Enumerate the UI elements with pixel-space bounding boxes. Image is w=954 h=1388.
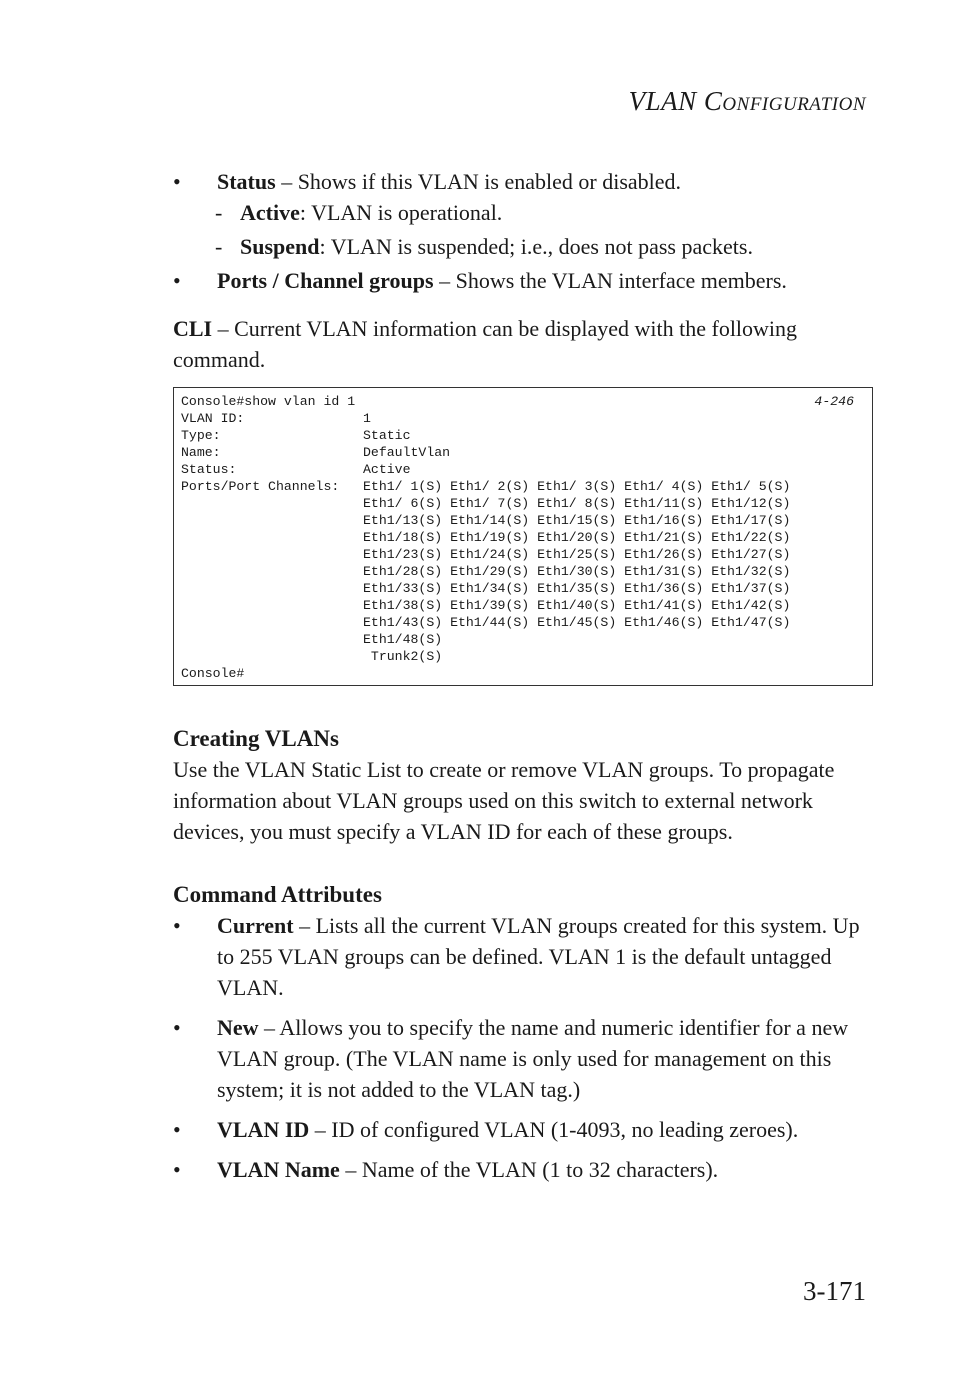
code-line: Name: DefaultVlan: [181, 445, 451, 460]
page-number: 3-171: [803, 1276, 866, 1306]
dash: -: [215, 200, 223, 225]
ports-item: [173, 265, 873, 296]
status-item: [173, 166, 873, 197]
bullet: •: [173, 1015, 181, 1040]
code-line: Eth1/48(S): [181, 632, 443, 647]
code-line: Eth1/43(S) Eth1/44(S) Eth1/45(S) Eth1/46(S) Eth1/47(S): [181, 615, 791, 630]
code-line: Console#show vlan id 1: [181, 394, 356, 409]
header-rest: ONFIGURATION: [722, 94, 866, 115]
code-line: Eth1/33(S) Eth1/34(S) Eth1/35(S) Eth1/36(S) Eth1/37(S): [181, 581, 791, 596]
desc: – Lists all the current VLAN groups created for this system. Up to 255 VLAN groups can be defined. VLAN 1 is the default untagged VLAN.: [217, 913, 860, 1000]
cli-desc: – Current VLAN information can be displayed with the following command.: [173, 316, 798, 372]
term: Active: [240, 200, 300, 225]
code-line: Eth1/23(S) Eth1/24(S) Eth1/25(S) Eth1/26(S) Eth1/27(S): [181, 547, 791, 562]
desc: : VLAN is operational.: [299, 200, 503, 225]
attr-item-new: [173, 1012, 873, 1105]
cli-term: CLI: [173, 316, 213, 341]
suspend-subitem: [173, 231, 873, 262]
header-c: C: [703, 86, 723, 116]
cli-paragraph: [173, 313, 873, 375]
desc: – Allows you to specify the name and numeric identifier for a new VLAN group. (The VLAN name is only used for management on this system; it is not added to the VLAN tag.): [217, 1015, 849, 1102]
page-content: [173, 166, 873, 1185]
code-line: Console#: [181, 666, 245, 681]
term: Status: [217, 169, 276, 194]
code-line: Eth1/38(S) Eth1/39(S) Eth1/40(S) Eth1/41(S) Eth1/42(S): [181, 598, 791, 613]
term: Suspend: [240, 234, 320, 259]
bullet: •: [173, 913, 181, 938]
term: VLAN Name: [217, 1157, 340, 1182]
dash: -: [215, 234, 223, 259]
creating-vlans-paragraph: Use the VLAN Static List to create or remove VLAN groups. To propagate information about VLAN groups used on this switch to external network devices, you must specify a VLAN ID for each of these groups.: [173, 757, 835, 844]
bullet: •: [173, 268, 181, 293]
command-attributes-heading: Command Attributes: [173, 882, 382, 907]
code-line: Status: Active: [181, 462, 411, 477]
code-line: VLAN ID: 1: [181, 411, 371, 426]
code-line: Eth1/13(S) Eth1/14(S) Eth1/15(S) Eth1/16(S) Eth1/17(S): [181, 513, 791, 528]
running-header: [629, 86, 866, 117]
code-line: Eth1/28(S) Eth1/29(S) Eth1/30(S) Eth1/31(S) Eth1/32(S): [181, 564, 791, 579]
code-line: Eth1/18(S) Eth1/19(S) Eth1/20(S) Eth1/21(S) Eth1/22(S): [181, 530, 791, 545]
header-v: VLAN: [628, 86, 704, 116]
code-block: [173, 387, 873, 686]
desc: – Name of the VLAN (1 to 32 characters).: [339, 1157, 719, 1182]
term: VLAN ID: [217, 1117, 310, 1142]
term: Current: [217, 913, 294, 938]
desc: – ID of configured VLAN (1-4093, no leading zeroes).: [309, 1117, 799, 1142]
desc: – Shows if this VLAN is enabled or disabled.: [275, 169, 682, 194]
attr-item-vlan-name: [173, 1154, 873, 1185]
code-line: Trunk2(S): [181, 649, 443, 664]
term: New: [217, 1015, 259, 1040]
command-reference: 4-246: [814, 394, 854, 409]
attr-item-vlan-id: [173, 1114, 873, 1145]
bullet: •: [173, 1157, 181, 1182]
term: Ports / Channel groups: [217, 268, 434, 293]
active-subitem: [173, 197, 873, 228]
desc: – Shows the VLAN interface members.: [433, 268, 787, 293]
creating-vlans-heading: Creating VLANs: [173, 726, 339, 751]
code-line: Eth1/ 6(S) Eth1/ 7(S) Eth1/ 8(S) Eth1/11(S) Eth1/12(S): [181, 496, 791, 511]
code-line: Type: Static: [181, 428, 411, 443]
bullet: •: [173, 1117, 181, 1142]
desc: : VLAN is suspended; i.e., does not pass packets.: [319, 234, 753, 259]
code-line: Ports/Port Channels: Eth1/ 1(S) Eth1/ 2(S) Eth1/ 3(S) Eth1/ 4(S) Eth1/ 5(S): [181, 479, 791, 494]
bullet: •: [173, 169, 181, 194]
attr-item-current: [173, 910, 873, 1003]
